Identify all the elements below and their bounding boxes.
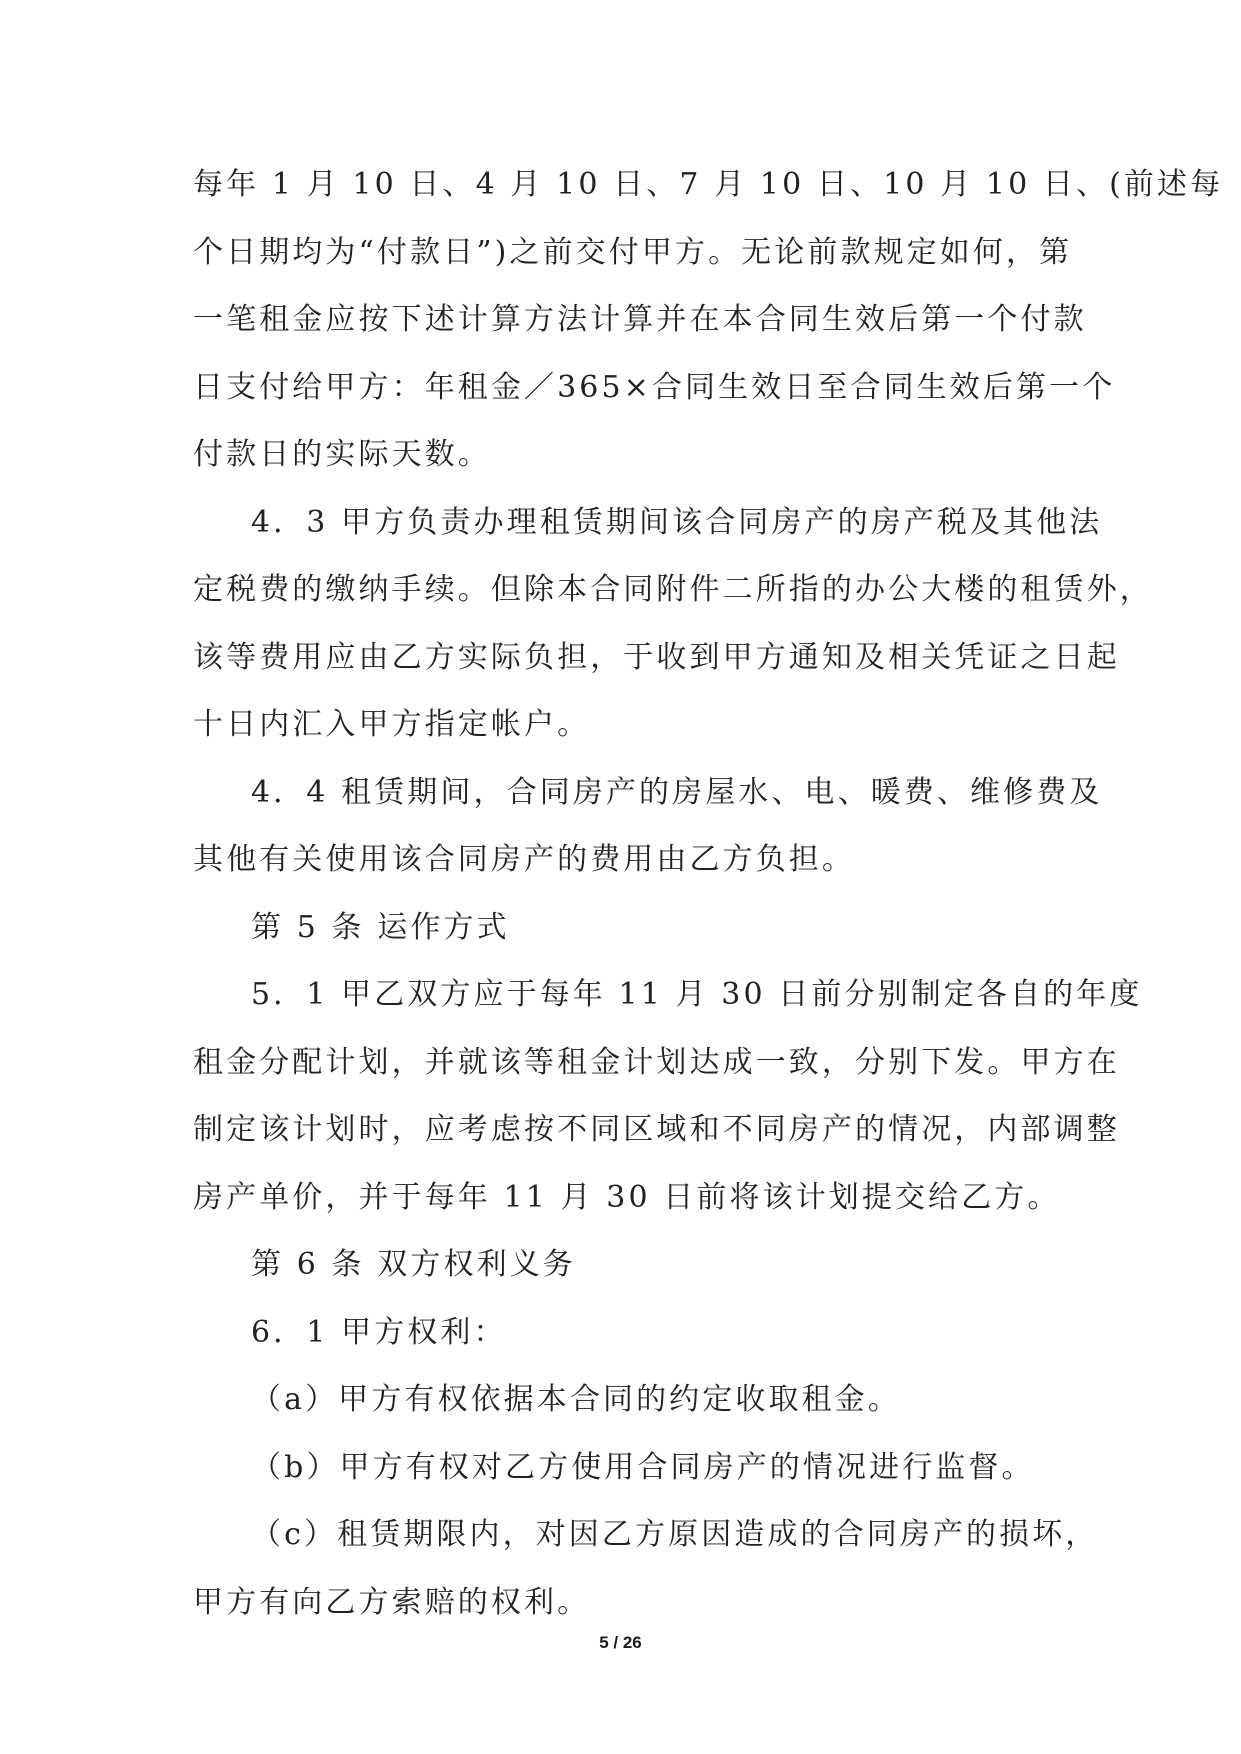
paragraph-line: 房产单价，并于每年 11 月 30 日前将该计划提交给乙方。 <box>193 1179 1061 1215</box>
paragraph-line: 十日内汇入甲方指定帐户。 <box>193 707 591 742</box>
paragraph-line: 甲方有向乙方索赔的权利。 <box>193 1584 591 1620</box>
contract-body <box>193 161 1224 1646</box>
item-c-line: （c）租赁期限内，对因乙方原因造成的合同房产的损坏， <box>251 1517 1099 1552</box>
paragraph-line: 每年 1 月 10 日、4 月 10 日、7 月 10 日、10 月 10 日、(前述每 <box>193 167 1224 202</box>
item-b-line: （b）甲方有权对乙方使用合同房产的情况进行监督。 <box>251 1449 1035 1485</box>
clause-4-4-line: 4．4 租赁期间，合同房产的房屋水、电、暖费、维修费及 <box>251 774 1103 810</box>
page-number: 5 / 26 <box>599 1633 642 1652</box>
paragraph-line: 定税费的缴纳手续。但除本合同附件二所指的办公大楼的租赁外， <box>193 572 1153 607</box>
item-a-line: （a）甲方有权依据本合同的约定收取租金。 <box>251 1382 901 1417</box>
paragraph-line: 该等费用应由乙方实际负担，于收到甲方通知及相关凭证之日起 <box>193 639 1120 675</box>
clause-6-1-heading: 6．1 甲方权利： <box>251 1314 507 1350</box>
clause-4-3-line: 4．3 甲方负责办理租赁期间该合同房产的房产税及其他法 <box>251 504 1103 540</box>
paragraph-line: 一笔租金应按下述计算方法计算并在本合同生效后第一个付款 <box>193 302 1087 337</box>
clause-5-1-line: 5．1 甲乙双方应于每年 11 月 30 日前分别制定各自的年度 <box>251 977 1143 1012</box>
article-6-heading: 第 6 条 双方权利义务 <box>251 1247 576 1282</box>
paragraph-line: 日支付给甲方：年租金／365×合同生效日至合同生效后第一个 <box>193 369 1116 405</box>
paragraph-line: 租金分配计划，并就该等租金计划达成一致，分别下发。甲方在 <box>193 1044 1120 1080</box>
article-5-heading: 第 5 条 运作方式 <box>251 909 510 945</box>
paragraph-line: 个日期均为“付款日”)之前交付甲方。无论前款规定如何，第 <box>193 234 1073 270</box>
paragraph-line: 付款日的实际天数。 <box>193 437 491 472</box>
paragraph-line: 制定该计划时，应考虑按不同区域和不同房产的情况，内部调整 <box>193 1112 1120 1147</box>
paragraph-line: 其他有关使用该合同房产的费用由乙方负担。 <box>193 842 855 877</box>
